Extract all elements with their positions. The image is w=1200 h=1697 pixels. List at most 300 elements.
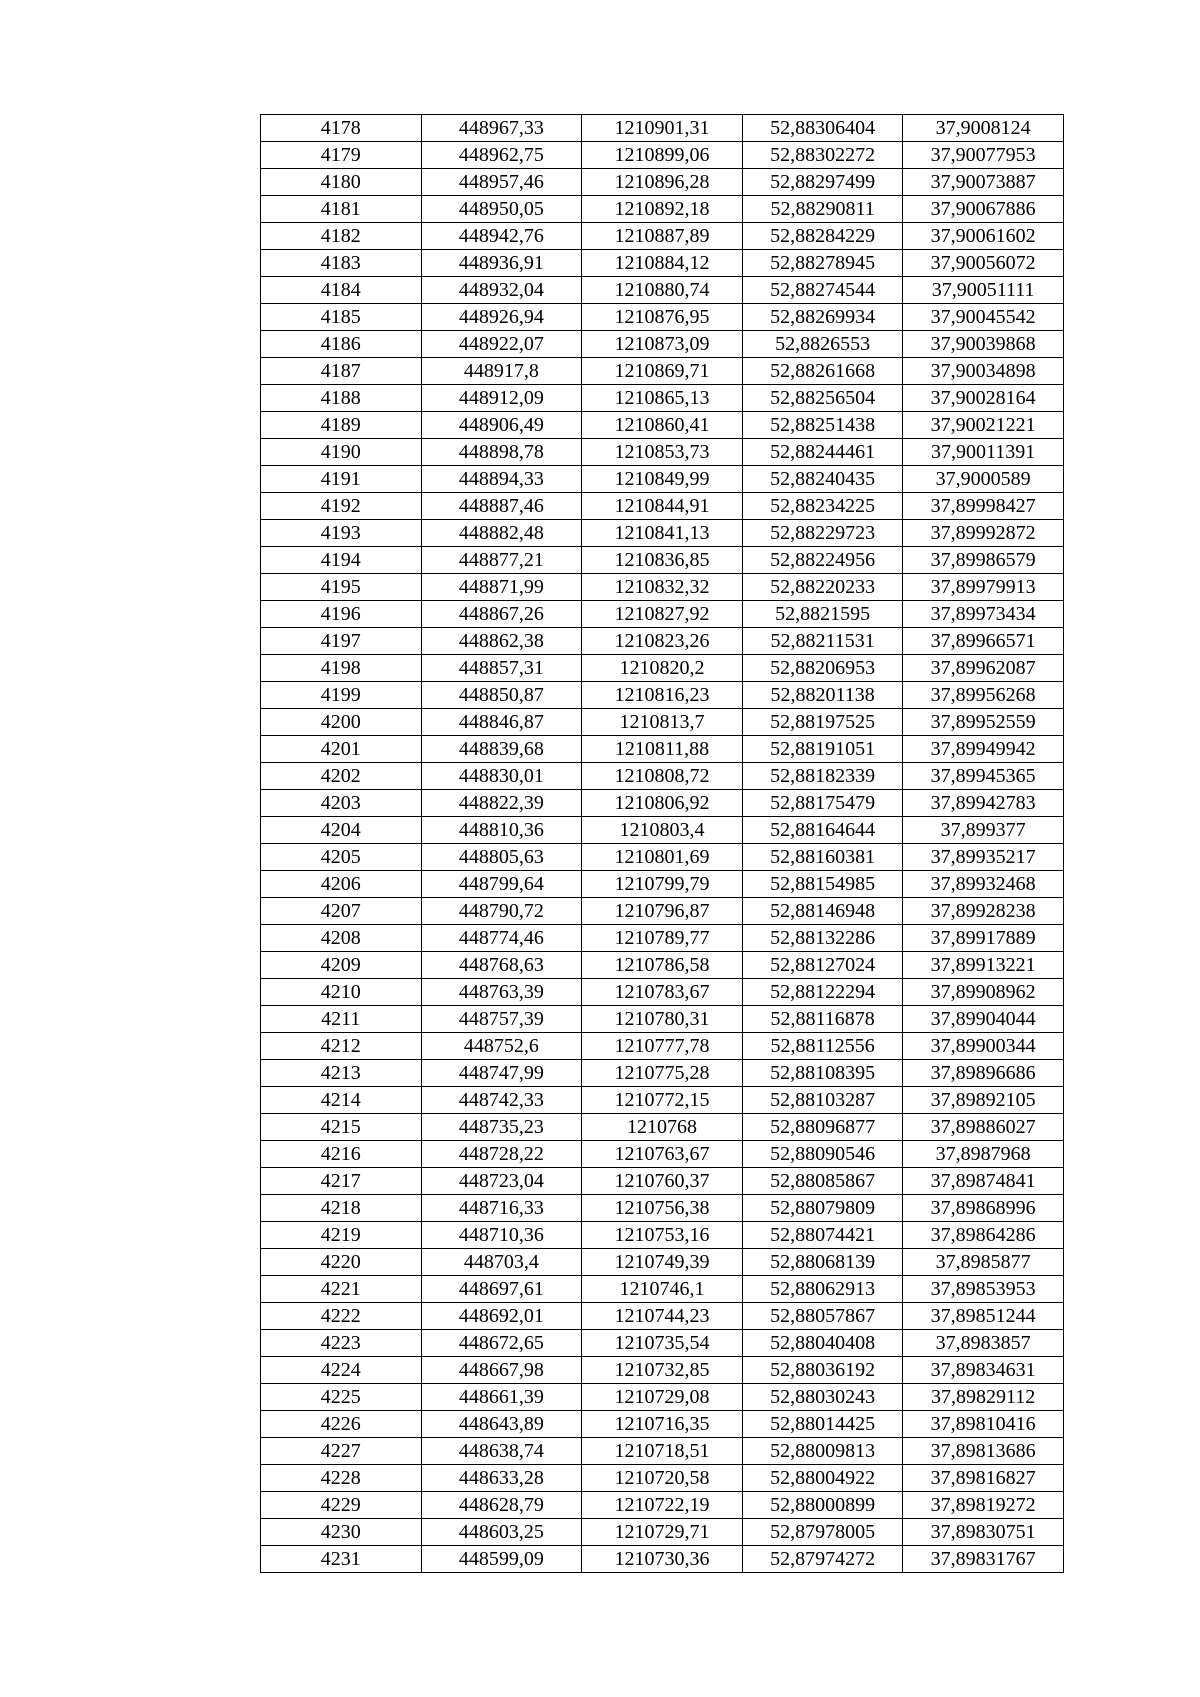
longitude-cell: 37,89928238 xyxy=(903,898,1064,925)
latitude-cell: 52,88014425 xyxy=(742,1411,903,1438)
latitude-cell: 52,88154985 xyxy=(742,871,903,898)
latitude-cell: 52,88229723 xyxy=(742,520,903,547)
y-coordinate-cell: 1210811,88 xyxy=(582,736,743,763)
longitude-cell: 37,89973434 xyxy=(903,601,1064,628)
point-number-cell: 4190 xyxy=(261,439,422,466)
x-coordinate-cell: 448697,61 xyxy=(421,1276,582,1303)
table-row xyxy=(261,655,1064,682)
longitude-cell: 37,89834631 xyxy=(903,1357,1064,1384)
latitude-cell: 52,8821595 xyxy=(742,601,903,628)
y-coordinate-cell: 1210801,69 xyxy=(582,844,743,871)
longitude-cell: 37,89908962 xyxy=(903,979,1064,1006)
longitude-cell: 37,89986579 xyxy=(903,547,1064,574)
table-row xyxy=(261,439,1064,466)
x-coordinate-cell: 448728,22 xyxy=(421,1141,582,1168)
longitude-cell: 37,89886027 xyxy=(903,1114,1064,1141)
point-number-cell: 4228 xyxy=(261,1465,422,1492)
longitude-cell: 37,89979913 xyxy=(903,574,1064,601)
x-coordinate-cell: 448830,01 xyxy=(421,763,582,790)
point-number-cell: 4201 xyxy=(261,736,422,763)
y-coordinate-cell: 1210813,7 xyxy=(582,709,743,736)
point-number-cell: 4191 xyxy=(261,466,422,493)
latitude-cell: 52,88164644 xyxy=(742,817,903,844)
x-coordinate-cell: 448957,46 xyxy=(421,169,582,196)
coordinates-table-body xyxy=(261,115,1064,1573)
table-row xyxy=(261,1006,1064,1033)
x-coordinate-cell: 448692,01 xyxy=(421,1303,582,1330)
latitude-cell: 52,88220233 xyxy=(742,574,903,601)
table-row xyxy=(261,682,1064,709)
x-coordinate-cell: 448672,65 xyxy=(421,1330,582,1357)
latitude-cell: 52,8826553 xyxy=(742,331,903,358)
x-coordinate-cell: 448774,46 xyxy=(421,925,582,952)
y-coordinate-cell: 1210735,54 xyxy=(582,1330,743,1357)
longitude-cell: 37,89868996 xyxy=(903,1195,1064,1222)
y-coordinate-cell: 1210729,08 xyxy=(582,1384,743,1411)
latitude-cell: 52,88175479 xyxy=(742,790,903,817)
y-coordinate-cell: 1210772,15 xyxy=(582,1087,743,1114)
table-row xyxy=(261,1303,1064,1330)
x-coordinate-cell: 448882,48 xyxy=(421,520,582,547)
longitude-cell: 37,90034898 xyxy=(903,358,1064,385)
y-coordinate-cell: 1210884,12 xyxy=(582,250,743,277)
y-coordinate-cell: 1210832,32 xyxy=(582,574,743,601)
longitude-cell: 37,89998427 xyxy=(903,493,1064,520)
y-coordinate-cell: 1210901,31 xyxy=(582,115,743,142)
latitude-cell: 52,88234225 xyxy=(742,493,903,520)
longitude-cell: 37,90011391 xyxy=(903,439,1064,466)
latitude-cell: 52,88009813 xyxy=(742,1438,903,1465)
table-row xyxy=(261,790,1064,817)
x-coordinate-cell: 448703,4 xyxy=(421,1249,582,1276)
point-number-cell: 4187 xyxy=(261,358,422,385)
table-row xyxy=(261,1384,1064,1411)
latitude-cell: 52,88261668 xyxy=(742,358,903,385)
y-coordinate-cell: 1210849,99 xyxy=(582,466,743,493)
point-number-cell: 4220 xyxy=(261,1249,422,1276)
table-row xyxy=(261,223,1064,250)
table-row xyxy=(261,1438,1064,1465)
table-row xyxy=(261,844,1064,871)
latitude-cell: 52,88256504 xyxy=(742,385,903,412)
y-coordinate-cell: 1210720,58 xyxy=(582,1465,743,1492)
latitude-cell: 52,88074421 xyxy=(742,1222,903,1249)
point-number-cell: 4222 xyxy=(261,1303,422,1330)
table-row xyxy=(261,574,1064,601)
longitude-cell: 37,9008124 xyxy=(903,115,1064,142)
point-number-cell: 4213 xyxy=(261,1060,422,1087)
x-coordinate-cell: 448894,33 xyxy=(421,466,582,493)
latitude-cell: 52,88278945 xyxy=(742,250,903,277)
point-number-cell: 4207 xyxy=(261,898,422,925)
y-coordinate-cell: 1210892,18 xyxy=(582,196,743,223)
table-row xyxy=(261,871,1064,898)
point-number-cell: 4230 xyxy=(261,1519,422,1546)
latitude-cell: 52,88108395 xyxy=(742,1060,903,1087)
longitude-cell: 37,89949942 xyxy=(903,736,1064,763)
latitude-cell: 52,88122294 xyxy=(742,979,903,1006)
latitude-cell: 52,88116878 xyxy=(742,1006,903,1033)
point-number-cell: 4216 xyxy=(261,1141,422,1168)
y-coordinate-cell: 1210869,71 xyxy=(582,358,743,385)
longitude-cell: 37,90028164 xyxy=(903,385,1064,412)
point-number-cell: 4181 xyxy=(261,196,422,223)
longitude-cell: 37,89853953 xyxy=(903,1276,1064,1303)
y-coordinate-cell: 1210760,37 xyxy=(582,1168,743,1195)
x-coordinate-cell: 448936,91 xyxy=(421,250,582,277)
y-coordinate-cell: 1210841,13 xyxy=(582,520,743,547)
y-coordinate-cell: 1210896,28 xyxy=(582,169,743,196)
longitude-cell: 37,899377 xyxy=(903,817,1064,844)
y-coordinate-cell: 1210718,51 xyxy=(582,1438,743,1465)
point-number-cell: 4218 xyxy=(261,1195,422,1222)
y-coordinate-cell: 1210768 xyxy=(582,1114,743,1141)
y-coordinate-cell: 1210729,71 xyxy=(582,1519,743,1546)
longitude-cell: 37,90051111 xyxy=(903,277,1064,304)
latitude-cell: 52,88096877 xyxy=(742,1114,903,1141)
point-number-cell: 4215 xyxy=(261,1114,422,1141)
table-row xyxy=(261,493,1064,520)
y-coordinate-cell: 1210799,79 xyxy=(582,871,743,898)
y-coordinate-cell: 1210783,67 xyxy=(582,979,743,1006)
y-coordinate-cell: 1210716,35 xyxy=(582,1411,743,1438)
x-coordinate-cell: 448810,36 xyxy=(421,817,582,844)
table-row xyxy=(261,142,1064,169)
longitude-cell: 37,90039868 xyxy=(903,331,1064,358)
point-number-cell: 4224 xyxy=(261,1357,422,1384)
point-number-cell: 4186 xyxy=(261,331,422,358)
latitude-cell: 52,87974272 xyxy=(742,1546,903,1573)
point-number-cell: 4179 xyxy=(261,142,422,169)
x-coordinate-cell: 448638,74 xyxy=(421,1438,582,1465)
x-coordinate-cell: 448962,75 xyxy=(421,142,582,169)
table-row xyxy=(261,1276,1064,1303)
x-coordinate-cell: 448757,39 xyxy=(421,1006,582,1033)
latitude-cell: 52,88090546 xyxy=(742,1141,903,1168)
longitude-cell: 37,90056072 xyxy=(903,250,1064,277)
longitude-cell: 37,8987968 xyxy=(903,1141,1064,1168)
point-number-cell: 4184 xyxy=(261,277,422,304)
point-number-cell: 4193 xyxy=(261,520,422,547)
table-row xyxy=(261,1249,1064,1276)
latitude-cell: 52,88269934 xyxy=(742,304,903,331)
longitude-cell: 37,89892105 xyxy=(903,1087,1064,1114)
point-number-cell: 4214 xyxy=(261,1087,422,1114)
longitude-cell: 37,9000589 xyxy=(903,466,1064,493)
x-coordinate-cell: 448926,94 xyxy=(421,304,582,331)
x-coordinate-cell: 448850,87 xyxy=(421,682,582,709)
longitude-cell: 37,89962087 xyxy=(903,655,1064,682)
point-number-cell: 4226 xyxy=(261,1411,422,1438)
latitude-cell: 52,88132286 xyxy=(742,925,903,952)
table-row xyxy=(261,1411,1064,1438)
longitude-cell: 37,89874841 xyxy=(903,1168,1064,1195)
longitude-cell: 37,89952559 xyxy=(903,709,1064,736)
latitude-cell: 52,88206953 xyxy=(742,655,903,682)
longitude-cell: 37,89810416 xyxy=(903,1411,1064,1438)
y-coordinate-cell: 1210876,95 xyxy=(582,304,743,331)
x-coordinate-cell: 448906,49 xyxy=(421,412,582,439)
point-number-cell: 4223 xyxy=(261,1330,422,1357)
y-coordinate-cell: 1210873,09 xyxy=(582,331,743,358)
longitude-cell: 37,89831767 xyxy=(903,1546,1064,1573)
x-coordinate-cell: 448839,68 xyxy=(421,736,582,763)
x-coordinate-cell: 448942,76 xyxy=(421,223,582,250)
table-row xyxy=(261,898,1064,925)
x-coordinate-cell: 448768,63 xyxy=(421,952,582,979)
x-coordinate-cell: 448710,36 xyxy=(421,1222,582,1249)
longitude-cell: 37,89896686 xyxy=(903,1060,1064,1087)
longitude-cell: 37,89945365 xyxy=(903,763,1064,790)
table-row xyxy=(261,1492,1064,1519)
longitude-cell: 37,90067886 xyxy=(903,196,1064,223)
point-number-cell: 4188 xyxy=(261,385,422,412)
point-number-cell: 4225 xyxy=(261,1384,422,1411)
point-number-cell: 4208 xyxy=(261,925,422,952)
latitude-cell: 52,88251438 xyxy=(742,412,903,439)
y-coordinate-cell: 1210753,16 xyxy=(582,1222,743,1249)
latitude-cell: 52,88057867 xyxy=(742,1303,903,1330)
table-row xyxy=(261,736,1064,763)
table-row xyxy=(261,547,1064,574)
longitude-cell: 37,89917889 xyxy=(903,925,1064,952)
coordinates-table xyxy=(260,114,1064,1573)
x-coordinate-cell: 448752,6 xyxy=(421,1033,582,1060)
table-row xyxy=(261,628,1064,655)
x-coordinate-cell: 448799,64 xyxy=(421,871,582,898)
latitude-cell: 52,88302272 xyxy=(742,142,903,169)
x-coordinate-cell: 448723,04 xyxy=(421,1168,582,1195)
point-number-cell: 4197 xyxy=(261,628,422,655)
longitude-cell: 37,89935217 xyxy=(903,844,1064,871)
y-coordinate-cell: 1210887,89 xyxy=(582,223,743,250)
longitude-cell: 37,89829112 xyxy=(903,1384,1064,1411)
point-number-cell: 4195 xyxy=(261,574,422,601)
longitude-cell: 37,89913221 xyxy=(903,952,1064,979)
table-row xyxy=(261,601,1064,628)
y-coordinate-cell: 1210865,13 xyxy=(582,385,743,412)
point-number-cell: 4194 xyxy=(261,547,422,574)
x-coordinate-cell: 448603,25 xyxy=(421,1519,582,1546)
x-coordinate-cell: 448805,63 xyxy=(421,844,582,871)
x-coordinate-cell: 448862,38 xyxy=(421,628,582,655)
latitude-cell: 52,88201138 xyxy=(742,682,903,709)
table-row xyxy=(261,169,1064,196)
y-coordinate-cell: 1210806,92 xyxy=(582,790,743,817)
table-row xyxy=(261,277,1064,304)
longitude-cell: 37,89942783 xyxy=(903,790,1064,817)
table-row xyxy=(261,412,1064,439)
latitude-cell: 52,88000899 xyxy=(742,1492,903,1519)
table-row xyxy=(261,1087,1064,1114)
y-coordinate-cell: 1210746,1 xyxy=(582,1276,743,1303)
x-coordinate-cell: 448887,46 xyxy=(421,493,582,520)
table-row xyxy=(261,1033,1064,1060)
table-row xyxy=(261,250,1064,277)
x-coordinate-cell: 448857,31 xyxy=(421,655,582,682)
latitude-cell: 52,88297499 xyxy=(742,169,903,196)
x-coordinate-cell: 448871,99 xyxy=(421,574,582,601)
latitude-cell: 52,88036192 xyxy=(742,1357,903,1384)
y-coordinate-cell: 1210763,67 xyxy=(582,1141,743,1168)
latitude-cell: 52,88068139 xyxy=(742,1249,903,1276)
point-number-cell: 4192 xyxy=(261,493,422,520)
y-coordinate-cell: 1210732,85 xyxy=(582,1357,743,1384)
longitude-cell: 37,89830751 xyxy=(903,1519,1064,1546)
longitude-cell: 37,89864286 xyxy=(903,1222,1064,1249)
x-coordinate-cell: 448661,39 xyxy=(421,1384,582,1411)
table-row xyxy=(261,763,1064,790)
x-coordinate-cell: 448628,79 xyxy=(421,1492,582,1519)
latitude-cell: 52,88103287 xyxy=(742,1087,903,1114)
latitude-cell: 52,88146948 xyxy=(742,898,903,925)
x-coordinate-cell: 448763,39 xyxy=(421,979,582,1006)
x-coordinate-cell: 448716,33 xyxy=(421,1195,582,1222)
latitude-cell: 52,88290811 xyxy=(742,196,903,223)
table-row xyxy=(261,1060,1064,1087)
point-number-cell: 4209 xyxy=(261,952,422,979)
latitude-cell: 52,88112556 xyxy=(742,1033,903,1060)
y-coordinate-cell: 1210816,23 xyxy=(582,682,743,709)
y-coordinate-cell: 1210744,23 xyxy=(582,1303,743,1330)
point-number-cell: 4210 xyxy=(261,979,422,1006)
y-coordinate-cell: 1210899,06 xyxy=(582,142,743,169)
point-number-cell: 4217 xyxy=(261,1168,422,1195)
point-number-cell: 4231 xyxy=(261,1546,422,1573)
latitude-cell: 52,88182339 xyxy=(742,763,903,790)
latitude-cell: 52,88274544 xyxy=(742,277,903,304)
longitude-cell: 37,90045542 xyxy=(903,304,1064,331)
y-coordinate-cell: 1210796,87 xyxy=(582,898,743,925)
table-row xyxy=(261,1546,1064,1573)
latitude-cell: 52,88191051 xyxy=(742,736,903,763)
y-coordinate-cell: 1210775,28 xyxy=(582,1060,743,1087)
table-row xyxy=(261,817,1064,844)
latitude-cell: 52,88062913 xyxy=(742,1276,903,1303)
y-coordinate-cell: 1210777,78 xyxy=(582,1033,743,1060)
table-row xyxy=(261,385,1064,412)
point-number-cell: 4189 xyxy=(261,412,422,439)
longitude-cell: 37,89900344 xyxy=(903,1033,1064,1060)
x-coordinate-cell: 448912,09 xyxy=(421,385,582,412)
point-number-cell: 4198 xyxy=(261,655,422,682)
point-number-cell: 4200 xyxy=(261,709,422,736)
longitude-cell: 37,90021221 xyxy=(903,412,1064,439)
point-number-cell: 4182 xyxy=(261,223,422,250)
point-number-cell: 4199 xyxy=(261,682,422,709)
latitude-cell: 52,88030243 xyxy=(742,1384,903,1411)
y-coordinate-cell: 1210749,39 xyxy=(582,1249,743,1276)
latitude-cell: 52,88244461 xyxy=(742,439,903,466)
x-coordinate-cell: 448932,04 xyxy=(421,277,582,304)
table-row xyxy=(261,1168,1064,1195)
point-number-cell: 4185 xyxy=(261,304,422,331)
longitude-cell: 37,89904044 xyxy=(903,1006,1064,1033)
longitude-cell: 37,89816827 xyxy=(903,1465,1064,1492)
y-coordinate-cell: 1210820,2 xyxy=(582,655,743,682)
y-coordinate-cell: 1210789,77 xyxy=(582,925,743,952)
y-coordinate-cell: 1210808,72 xyxy=(582,763,743,790)
longitude-cell: 37,89819272 xyxy=(903,1492,1064,1519)
point-number-cell: 4203 xyxy=(261,790,422,817)
latitude-cell: 52,87978005 xyxy=(742,1519,903,1546)
table-row xyxy=(261,358,1064,385)
longitude-cell: 37,89956268 xyxy=(903,682,1064,709)
latitude-cell: 52,88240435 xyxy=(742,466,903,493)
y-coordinate-cell: 1210823,26 xyxy=(582,628,743,655)
point-number-cell: 4202 xyxy=(261,763,422,790)
longitude-cell: 37,89992872 xyxy=(903,520,1064,547)
table-row xyxy=(261,709,1064,736)
longitude-cell: 37,90073887 xyxy=(903,169,1064,196)
latitude-cell: 52,88211531 xyxy=(742,628,903,655)
longitude-cell: 37,89813686 xyxy=(903,1438,1064,1465)
x-coordinate-cell: 448735,23 xyxy=(421,1114,582,1141)
table-row xyxy=(261,331,1064,358)
point-number-cell: 4178 xyxy=(261,115,422,142)
latitude-cell: 52,88160381 xyxy=(742,844,903,871)
y-coordinate-cell: 1210803,4 xyxy=(582,817,743,844)
table-row xyxy=(261,520,1064,547)
longitude-cell: 37,90077953 xyxy=(903,142,1064,169)
point-number-cell: 4229 xyxy=(261,1492,422,1519)
latitude-cell: 52,88004922 xyxy=(742,1465,903,1492)
table-row xyxy=(261,925,1064,952)
latitude-cell: 52,88197525 xyxy=(742,709,903,736)
point-number-cell: 4196 xyxy=(261,601,422,628)
longitude-cell: 37,89966571 xyxy=(903,628,1064,655)
latitude-cell: 52,88306404 xyxy=(742,115,903,142)
y-coordinate-cell: 1210730,36 xyxy=(582,1546,743,1573)
x-coordinate-cell: 448846,87 xyxy=(421,709,582,736)
latitude-cell: 52,88127024 xyxy=(742,952,903,979)
latitude-cell: 52,88040408 xyxy=(742,1330,903,1357)
longitude-cell: 37,89851244 xyxy=(903,1303,1064,1330)
y-coordinate-cell: 1210853,73 xyxy=(582,439,743,466)
point-number-cell: 4219 xyxy=(261,1222,422,1249)
x-coordinate-cell: 448643,89 xyxy=(421,1411,582,1438)
longitude-cell: 37,8983857 xyxy=(903,1330,1064,1357)
table-row xyxy=(261,466,1064,493)
point-number-cell: 4211 xyxy=(261,1006,422,1033)
y-coordinate-cell: 1210860,41 xyxy=(582,412,743,439)
x-coordinate-cell: 448667,98 xyxy=(421,1357,582,1384)
point-number-cell: 4183 xyxy=(261,250,422,277)
table-row xyxy=(261,1330,1064,1357)
table-row xyxy=(261,115,1064,142)
latitude-cell: 52,88085867 xyxy=(742,1168,903,1195)
latitude-cell: 52,88224956 xyxy=(742,547,903,574)
x-coordinate-cell: 448599,09 xyxy=(421,1546,582,1573)
x-coordinate-cell: 448950,05 xyxy=(421,196,582,223)
table-row xyxy=(261,1222,1064,1249)
point-number-cell: 4205 xyxy=(261,844,422,871)
table-row xyxy=(261,1465,1064,1492)
longitude-cell: 37,90061602 xyxy=(903,223,1064,250)
y-coordinate-cell: 1210827,92 xyxy=(582,601,743,628)
point-number-cell: 4212 xyxy=(261,1033,422,1060)
latitude-cell: 52,88079809 xyxy=(742,1195,903,1222)
table-row xyxy=(261,952,1064,979)
table-row xyxy=(261,1519,1064,1546)
point-number-cell: 4206 xyxy=(261,871,422,898)
y-coordinate-cell: 1210780,31 xyxy=(582,1006,743,1033)
table-row xyxy=(261,1357,1064,1384)
point-number-cell: 4180 xyxy=(261,169,422,196)
x-coordinate-cell: 448922,07 xyxy=(421,331,582,358)
x-coordinate-cell: 448747,99 xyxy=(421,1060,582,1087)
y-coordinate-cell: 1210786,58 xyxy=(582,952,743,979)
